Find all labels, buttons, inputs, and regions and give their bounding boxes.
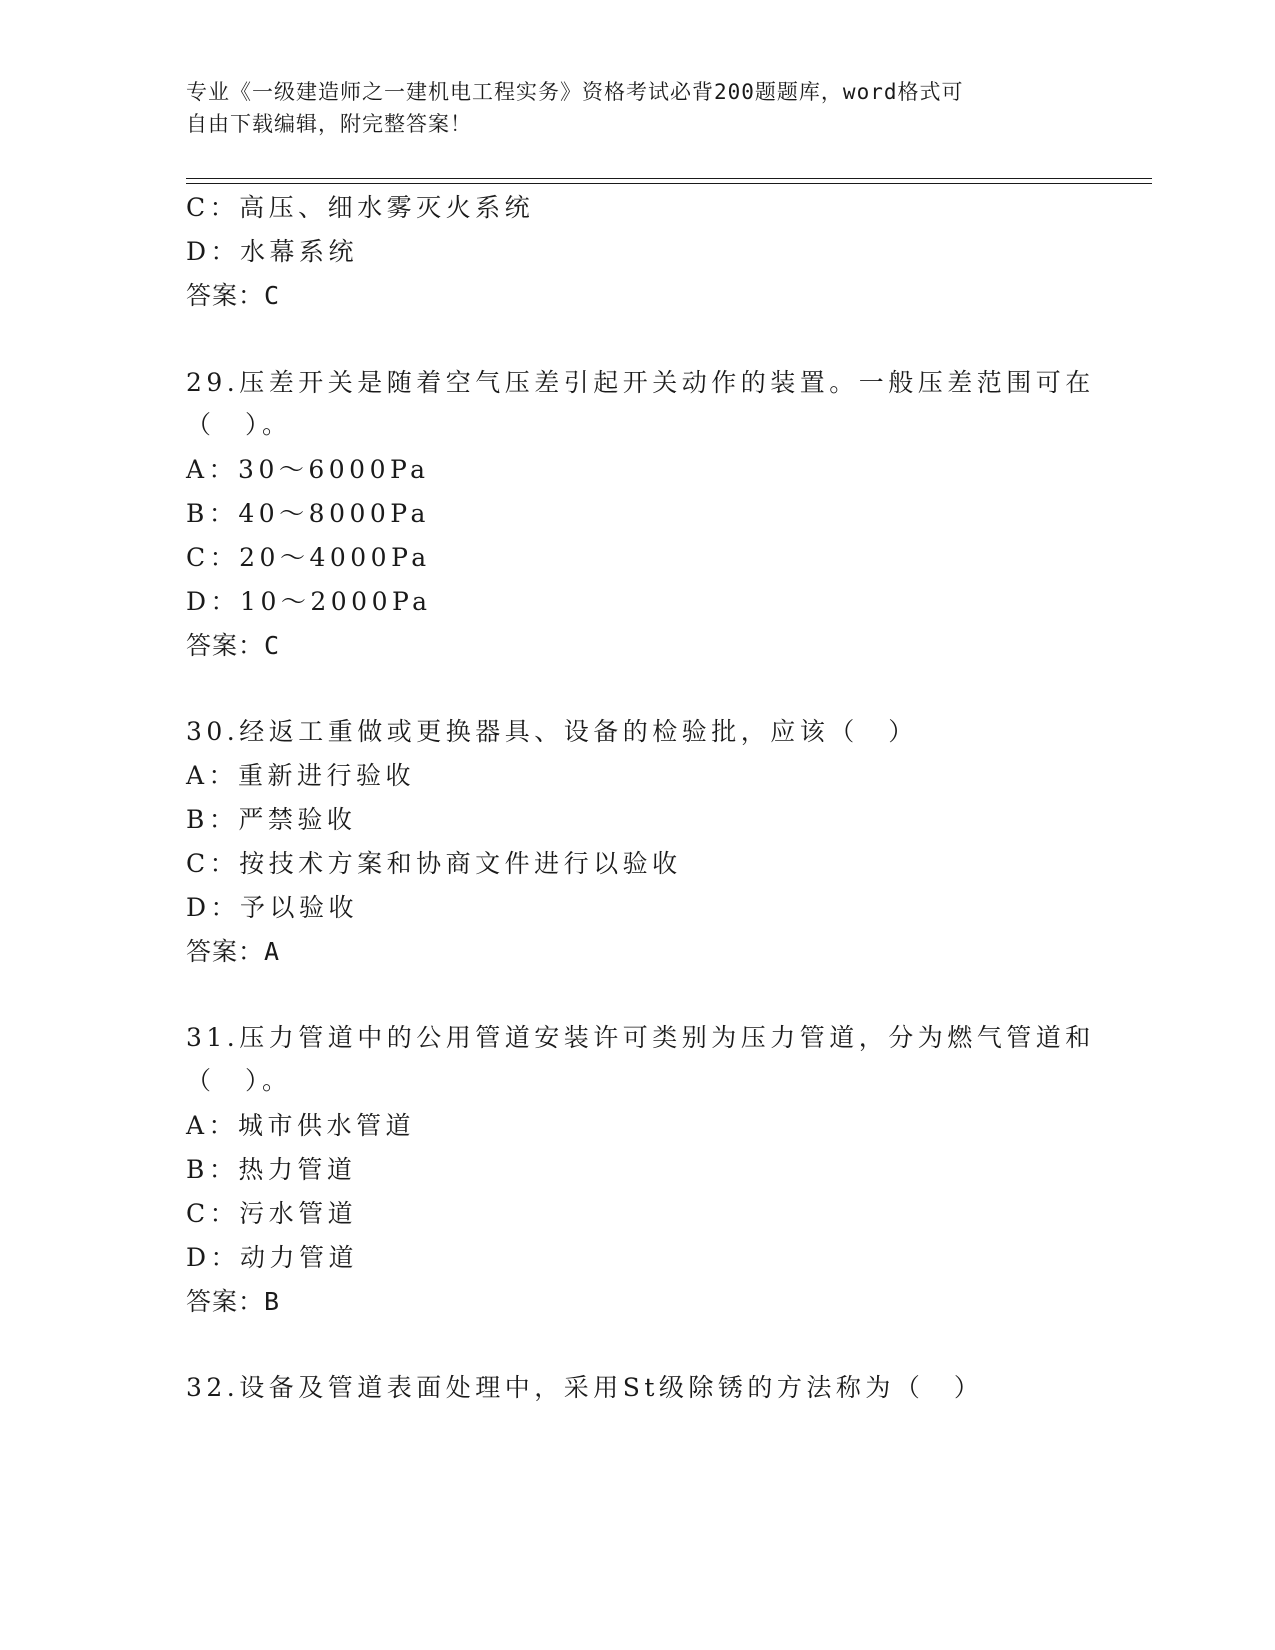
option-b: B：热力管道	[186, 1155, 357, 1184]
header-line-1: 专业《一级建造师之一建机电工程实务》资格考试必背200题题库，word格式可	[186, 80, 964, 104]
option-c: C：20～4000Pa	[186, 543, 431, 572]
option-d: D：动力管道	[186, 1243, 359, 1272]
question-stem-continued: （ ）。	[186, 1066, 292, 1095]
option-d: D：10～2000Pa	[186, 587, 432, 616]
option-d: D：水幕系统	[186, 237, 359, 266]
question-stem: 32.设备及管道表面处理中，采用St级除锈的方法称为（ ）	[186, 1373, 984, 1402]
question-stem: 29.压差开关是随着空气压差引起开关动作的装置。一般压差范围可在	[186, 368, 1095, 397]
option-a: A：城市供水管道	[186, 1111, 416, 1140]
option-a: A：30～6000Pa	[186, 455, 430, 484]
option-b: B：严禁验收	[186, 805, 357, 834]
answer: 答案：C	[186, 281, 281, 310]
option-b: B：40～8000Pa	[186, 499, 430, 528]
header-rule-bottom	[186, 183, 1152, 184]
question-stem-continued: （ ）。	[186, 410, 292, 439]
answer: 答案：C	[186, 631, 281, 660]
option-c: C：按技术方案和协商文件进行以验收	[186, 849, 682, 878]
option-d: D：予以验收	[186, 893, 359, 922]
option-c: C：高压、细水雾灭火系统	[186, 193, 535, 222]
header-line-2: 自由下载编辑，附完整答案！	[186, 112, 472, 136]
answer: 答案：A	[186, 937, 281, 966]
question-stem: 31.压力管道中的公用管道安装许可类别为压力管道，分为燃气管道和	[186, 1023, 1095, 1052]
option-a: A：重新进行验收	[186, 761, 416, 790]
answer: 答案：B	[186, 1287, 281, 1316]
document-header	[186, 76, 1066, 140]
question-stem: 30.经返工重做或更换器具、设备的检验批，应该（ ）	[186, 717, 918, 746]
option-c: C：污水管道	[186, 1199, 358, 1228]
header-rule-top	[186, 178, 1152, 179]
